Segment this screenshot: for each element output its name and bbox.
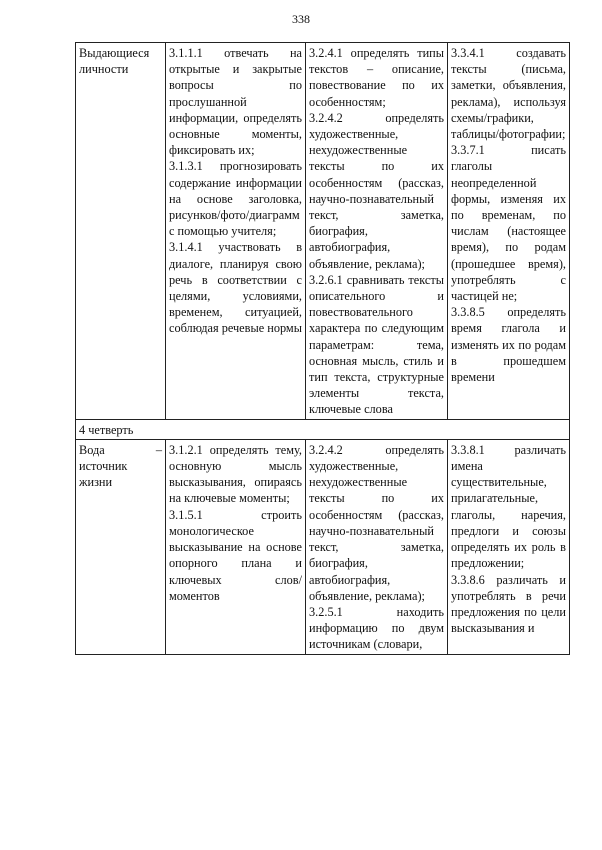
objective-text: 3.1.1.1 отвечать на открытые и закрытые вопросы по прослушанной информации, определять основные моменты, фиксировать их;	[169, 46, 302, 158]
objective-text: 3.2.4.2 определять художественные, нехудожественные тексты по их особенностям (рассказ, научно-познавательный текст, заметка, биография, автобиография, объявление, реклама);	[309, 442, 444, 603]
listening-speaking-cell	[166, 43, 306, 420]
section-row	[76, 419, 570, 439]
objective-text: 3.1.5.1 строить монологическое высказывание на основе опорного плана и ключевых слов/моментов	[169, 507, 302, 603]
objective-text: 3.3.8.1 различать имена существительные, прилагательные, глаголы, наречия, предлоги и союзы определять их роль в предложении;	[451, 442, 566, 571]
objective-text: 3.3.8.5 определять время глагола и изменять их по родам в прошедшем времени	[451, 305, 566, 385]
writing-cell	[448, 439, 570, 654]
objective-text: 3.2.5.1 находить информацию по двум источникам (словари,	[309, 604, 444, 652]
listening-speaking-cell	[166, 439, 306, 654]
quarter-heading: 4 четверть	[76, 419, 570, 439]
objective-text: 3.3.8.6 различать и употреблять в речи предложения по цели высказывания и	[451, 572, 566, 636]
objective-text: 3.2.4.2 определять художественные, нехудожественные тексты по их особенностям (рассказ, научно-познавательный текст, заметка, биография, автобиография, объявление, реклама);	[309, 110, 444, 271]
objective-text: 3.3.4.1 создавать тексты (письма, заметки, объявления, реклама), используя схемы/графики, таблицы/фотографии;	[451, 46, 566, 142]
topic-cell: Вода – источник жизни	[76, 439, 166, 654]
curriculum-table	[75, 42, 570, 655]
table-row	[76, 439, 570, 654]
topic-cell: Выдающиеся личности	[76, 43, 166, 420]
objective-text: 3.1.2.1 определять тему, основную мысль высказывания, опираясь на ключевые моменты;	[169, 442, 302, 506]
objective-text: 3.2.4.1 определять типы текстов – описание, повествование по их особенностям;	[309, 46, 444, 109]
writing-cell	[448, 43, 570, 420]
objective-text: 3.2.6.1 сравнивать тексты описательного и повествовательного характера по следующим параметрам: тема, основная мысль, стиль и тип текста, структурные элементы текста, ключевые слова	[309, 272, 444, 417]
table-row	[76, 43, 570, 420]
reading-cell	[306, 439, 448, 654]
objective-text: 3.1.4.1 участвовать в диалоге, планируя свою речь в соответствии с целями, условиями, временем, ситуацией, соблюдая речевые нормы	[169, 240, 302, 336]
objective-text: 3.3.7.1 писать глаголы неопределенной формы, изменяя их по временам, по числам (настоящее время), по родам (прошедшее время), употреблять с частицей не;	[451, 143, 566, 304]
objective-text: 3.1.3.1 прогнозировать содержание информации на основе заголовка, рисунков/фото/диаграмм с помощью учителя;	[169, 159, 302, 239]
reading-cell	[306, 43, 448, 420]
page-number: 338	[292, 12, 310, 26]
